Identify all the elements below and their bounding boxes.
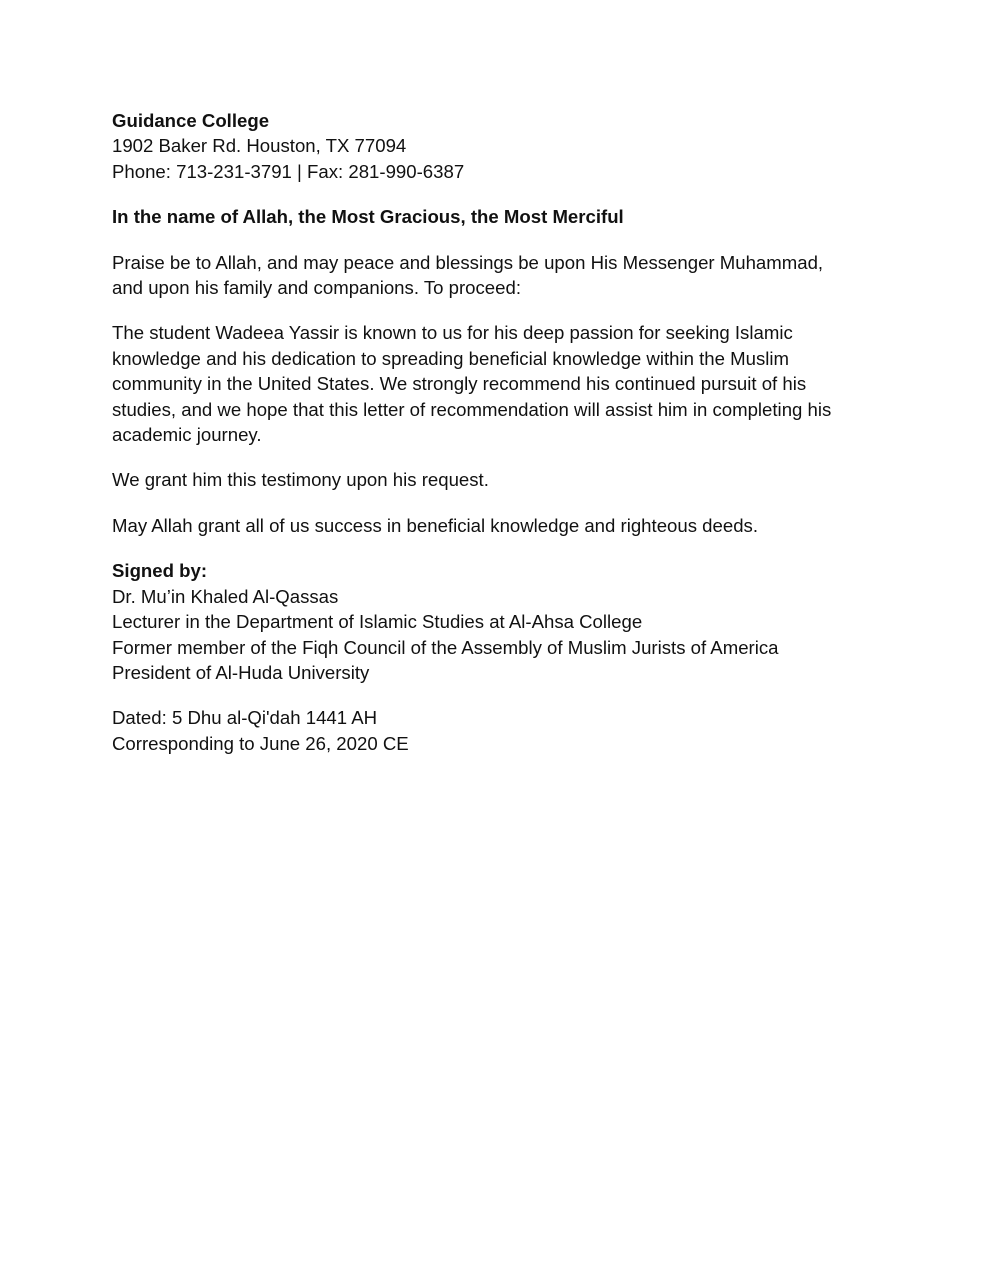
signatory-title: Lecturer in the Department of Islamic Studies at Al-Ahsa College	[112, 611, 643, 633]
opening-paragraph	[112, 250, 872, 301]
closing-prayer-text: May Allah grant all of us success in beneficial knowledge and righteous deeds.	[112, 514, 759, 536]
recommendation-line: The student Wadeea Yassir is known to us for his deep passion for seeking Islamic	[112, 322, 793, 344]
signatory-name: Dr. Mu’in Khaled Al-Qassas	[112, 585, 339, 607]
opening-line: and upon his family and companions. To proceed:	[112, 277, 521, 299]
basmala	[112, 204, 872, 229]
date-block	[112, 705, 872, 756]
signature-block	[112, 558, 872, 685]
letter-page	[112, 108, 872, 756]
signatory-title: President of Al-Huda University	[112, 661, 370, 683]
institution-name: Guidance College	[112, 110, 270, 131]
closing-prayer-paragraph	[112, 513, 872, 538]
recommendation-paragraph	[112, 320, 872, 447]
letterhead	[112, 108, 872, 184]
recommendation-line: academic journey.	[112, 424, 262, 446]
institution-contact: Phone: 713-231-3791 | Fax: 281-990-6387	[112, 160, 465, 182]
opening-line: Praise be to Allah, and may peace and blessings be upon His Messenger Muhammad,	[112, 251, 824, 273]
institution-address: 1902 Baker Rd. Houston, TX 77094	[112, 135, 407, 157]
testimony-paragraph	[112, 467, 872, 492]
recommendation-line: studies, and we hope that this letter of recommendation will assist him in completing his	[112, 398, 832, 420]
signature-heading: Signed by:	[112, 560, 208, 582]
recommendation-line: knowledge and his dedication to spreading beneficial knowledge within the Muslim	[112, 347, 790, 369]
gregorian-date: Corresponding to June 26, 2020 CE	[112, 732, 409, 754]
testimony-text: We grant him this testimony upon his request.	[112, 469, 489, 491]
hijri-date: Dated: 5 Dhu al-Qi'dah 1441 AH	[112, 707, 378, 729]
signatory-title: Former member of the Fiqh Council of the Assembly of Muslim Jurists of America	[112, 636, 779, 658]
recommendation-line: community in the United States. We strongly recommend his continued pursuit of his	[112, 373, 807, 395]
basmala-text: In the name of Allah, the Most Gracious, the Most Merciful	[112, 206, 624, 228]
